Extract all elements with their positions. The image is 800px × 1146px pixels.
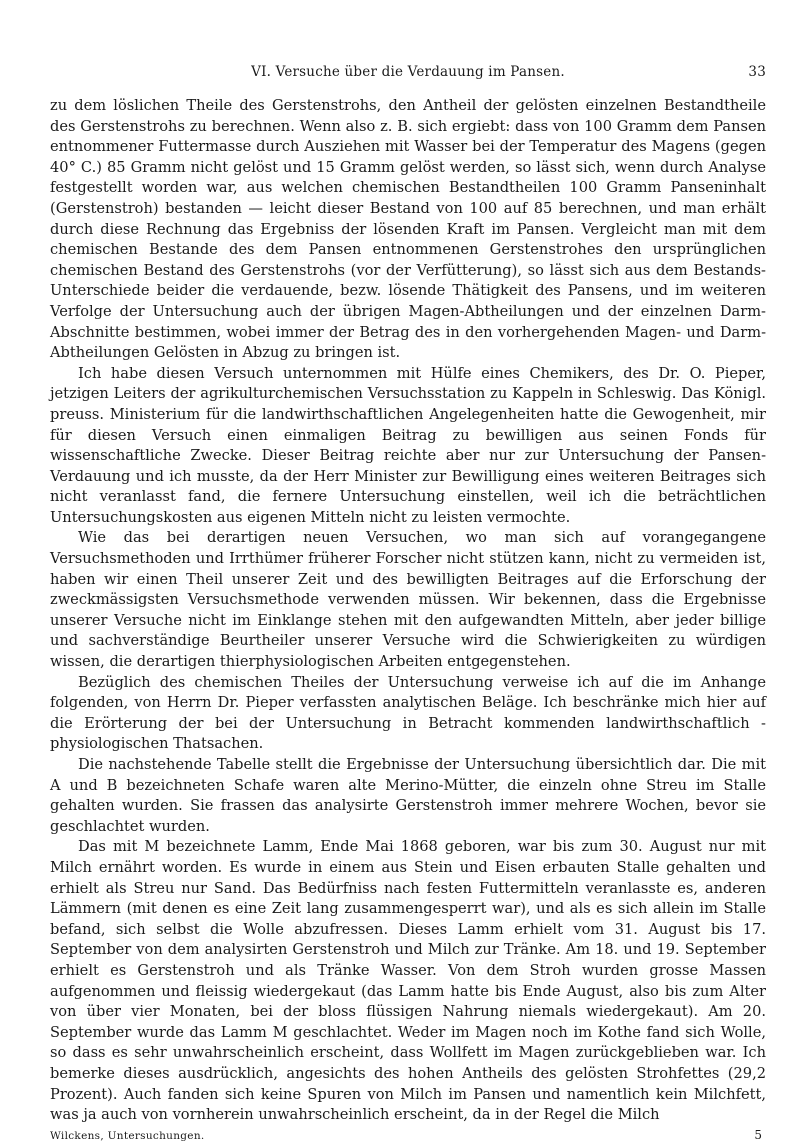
running-head-title: VI. Versuche über die Verdauung im Pansen. — [251, 64, 565, 80]
page-number: 33 — [748, 64, 766, 80]
paragraph: Bezüglich des chemischen Theiles der Untersuchung verweise ich auf die im Anhange folgenden, von Herrn Dr. Pieper verfassten analytischen Beläge. Ich beschränke mich hier auf die Erörterung der bei der Untersuchung in Betracht kommenden landwirthschaftlich - physiologischen Thatsachen. — [50, 673, 766, 753]
running-head — [50, 64, 766, 86]
paragraph: Wie das bei derartigen neuen Versuchen, wo man sich auf vorangegangene Versuchsmethoden und Irrthümer früherer Forscher nicht stützen kann, nicht zu vermeiden ist, haben wir einen Theil unserer Zeit und des bewilligten Beitrages auf die Erforschung der zweckmässigsten Versuchsmethode verwenden müssen. Wir bekennen, dass die Ergebnisse unserer Versuche nicht im Einklange stehen mit den aufgewandten Mitteln, aber jeder billige und sachverständige Beurtheiler unserer Versuche wird die Schwierigkeiten zu würdigen wissen, die derartigen thierphysiologischen Arbeiten entgegenstehen. — [50, 529, 766, 671]
signature-mark: 5 — [754, 1127, 762, 1142]
body-text — [50, 96, 766, 1126]
paragraph: zu dem löslichen Theile des Gerstenstrohs, den Antheil der gelösten einzelnen Bestandtheile des Gerstenstrohs zu berechnen. Wenn also z. B. sich ergiebt: dass von 100 Gramm dem Pansen entnommener Futtermasse durch Ausziehen mit Wasser bei der Temperatur des Magens (gegen 40° C.) 85 Gramm nicht gelöst und 15 Gramm gelöst werden, so lässt sich, wenn durch Analyse festgestellt worden war, aus welchen chemischen Bestandtheilen 100 Gramm Panseninhalt (Gerstenstroh) bestanden — leicht dieser Bestand von 100 auf 85 berechnen, und man erhält durch diese Rechnung das Ergebniss der lösenden Kraft im Pansen. Vergleicht man mit dem chemischen Bestande des dem Pansen entnommenen Gerstenstrohes den ursprünglichen chemischen Bestand des Gerstenstrohs (vor der Verfütterung), so lässt sich aus dem Bestands-Unterschiede beider die verdauende, bezw. lösende Thätigkeit des Pansens, und im weiteren Verfolge der Untersuchung auch der übrigen Magen-Abtheilungen und der einzelnen Darm-Abschnitte bestimmen, wobei immer der Betrag des in den vorhergehenden Magen- und Darm-Abtheilungen Gelösten in Abzug zu bringen ist. — [50, 97, 766, 362]
paragraph: Die nachstehende Tabelle stellt die Ergebnisse der Untersuchung übersichtlich dar. Die mit A und B bezeichneten Schafe waren alte Merino-Mütter, die einzeln ohne Streu im Stalle gehalten wurden. Sie frassen das analysirte Gerstenstroh immer mehrere Wochen, bevor sie geschlachtet wurden. — [50, 756, 766, 835]
footer-note: Wilckens, Untersuchungen. — [50, 1129, 205, 1142]
page-footer — [50, 1128, 766, 1146]
book-page — [50, 64, 766, 1146]
paragraph: Das mit M bezeichnete Lamm, Ende Mai 1868 geboren, war bis zum 30. August nur mit Milch ernährt worden. Es wurde in einem aus Stein und Eisen erbauten Stalle gehalten und erhielt als Streu nur Sand. Das Bedürfniss nach festen Futtermitteln veranlasste es, anderen Lämmern (mit denen es eine Zeit lang zusammengesperrt war), und als es sich allein im Stalle befand, sich selbst die Wolle abzufressen. Dieses Lamm erhielt vom 31. August bis 17. September von dem analysirten Gerstenstroh und Milch zur Tränke. Am 18. und 19. September erhielt es Gerstenstroh und als Tränke Wasser. Von dem Stroh wurden grosse Massen aufgenommen und fleissig wiedergekaut (das Lamm hatte bis Ende August, also bis zum Alter von über vier Monaten, bei der bloss flüssigen Nahrung niemals wiedergekaut). Am 20. September wurde das Lamm M geschlachtet. Weder im Magen noch im Kothe fand sich Wolle, so dass es sehr unwahrscheinlich erscheint, dass Wollfett im Magen zurückgeblieben war. Ich bemerke dieses ausdrücklich, angesichts des hohen Antheils des gelösten Strohfettes (29,2 Prozent). Auch fanden sich keine Spuren von Milch im Pansen und namentlich kein Milchfett, was ja auch von vornherein unwahrscheinlich erscheint, da in der Regel die Milch — [50, 838, 766, 1124]
paragraph: Ich habe diesen Versuch unternommen mit Hülfe eines Chemikers, des Dr. O. Pieper, jetzigen Leiters der agrikulturchemischen Versuchsstation zu Kappeln in Schleswig. Das Königl. preuss. Ministerium für die landwirthschaftlichen Angelegenheiten hatte die Gewogenheit, mir für diesen Versuch einen einmaligen Beitrag zu bewilligen aus seinen Fonds für wissenschaftliche Zwecke. Dieser Beitrag reichte aber nur zur Untersuchung der Pansen-Verdauung und ich musste, da der Herr Minister zur Bewilligung eines weiteren Beitrages sich nicht veranlasst fand, die fernere Untersuchung einstellen, weil ich die beträchtlichen Untersuchungskosten aus eigenen Mitteln nicht zu leisten vermochte. — [50, 364, 766, 526]
